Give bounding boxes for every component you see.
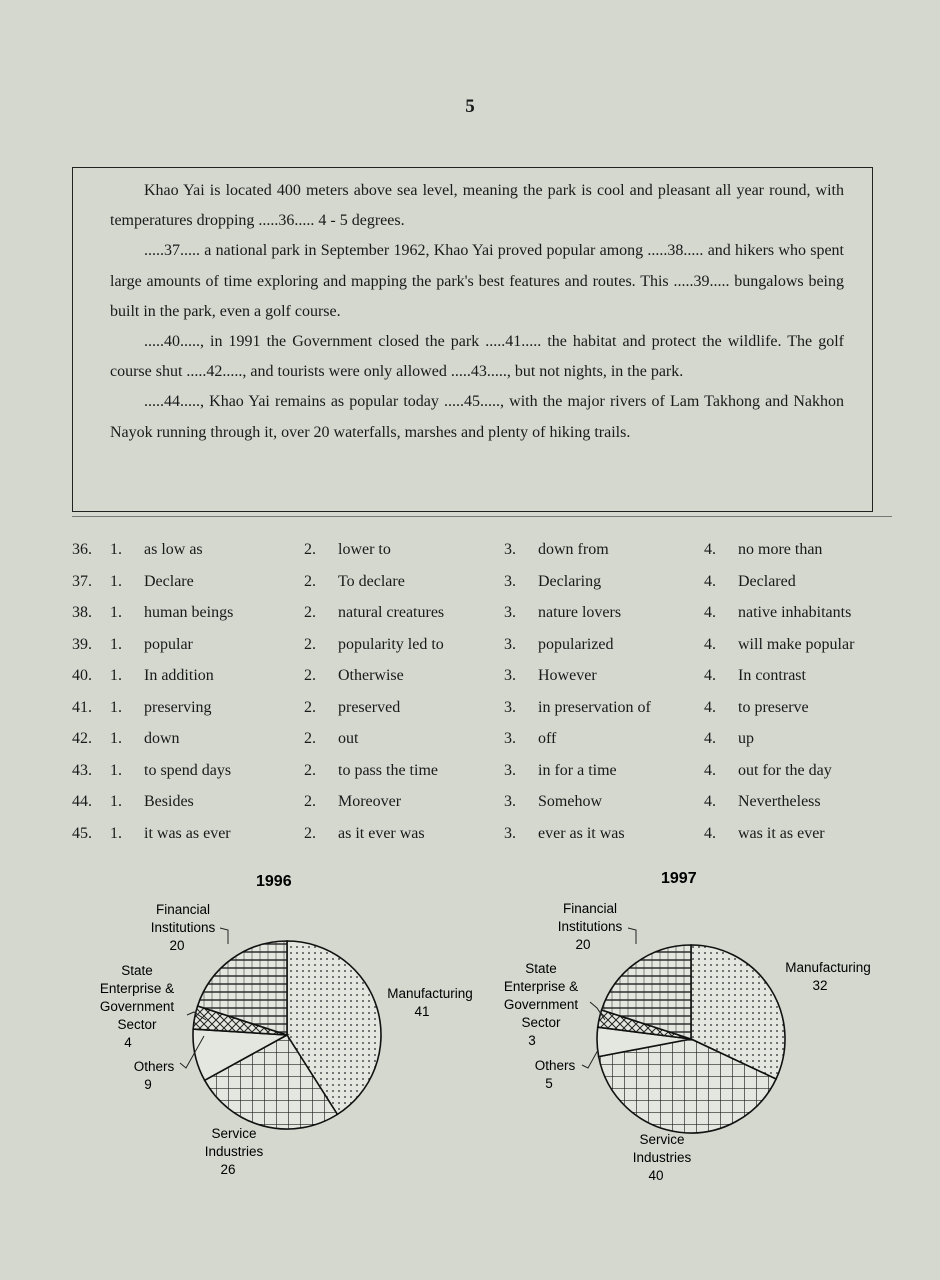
option-number: 1. <box>110 761 122 779</box>
option-text: to spend days <box>144 761 232 779</box>
label-service-1996 <box>205 1126 264 1177</box>
pie-charts-svg <box>0 860 940 1190</box>
label-manufacturing-1997 <box>785 960 871 993</box>
question-number: 45. <box>72 824 92 842</box>
answer-option[interactable] <box>304 762 438 780</box>
svg-text:9: 9 <box>144 1077 152 1092</box>
option-text: out for the day <box>738 761 832 779</box>
option-number: 2. <box>304 541 316 558</box>
option-text: to pass the time <box>338 761 438 779</box>
svg-text:5: 5 <box>545 1076 553 1091</box>
option-number: 1. <box>110 793 122 810</box>
answer-option[interactable] <box>704 793 821 811</box>
svg-text:Enterprise &: Enterprise & <box>99 981 175 996</box>
answer-option[interactable] <box>110 699 212 717</box>
answer-option[interactable] <box>504 667 597 685</box>
question-number: 44. <box>72 793 92 810</box>
option-number: 1. <box>110 604 122 621</box>
svg-text:Manufacturing: Manufacturing <box>387 986 473 1001</box>
option-text: ever as it was <box>538 824 625 842</box>
svg-text:Financial: Financial <box>562 901 618 916</box>
option-text: Declaring <box>538 572 602 590</box>
option-number: 1. <box>110 572 122 590</box>
option-number: 3. <box>504 730 516 747</box>
label-others-1997 <box>535 1058 576 1091</box>
question-list <box>72 537 912 852</box>
question-row <box>72 726 912 758</box>
answer-option[interactable] <box>504 762 617 780</box>
question-number: 43. <box>72 761 92 779</box>
answer-option[interactable] <box>304 636 444 654</box>
option-text: as low as <box>144 541 203 558</box>
option-text: Moreover <box>338 793 402 810</box>
option-number: 4. <box>704 572 716 590</box>
option-text: lower to <box>338 541 391 558</box>
option-text: to preserve <box>738 698 809 716</box>
option-number: 2. <box>304 761 316 779</box>
svg-text:3: 3 <box>528 1033 536 1048</box>
svg-text:Sector: Sector <box>117 1017 157 1032</box>
passage-paragraph: .....37..... a national park in September 1962, Khao Yai proved popular among .....38..... and hikers who spent large amounts of time exploring and mapping the park's best features and routes. This .....39..... bungalows being built in the park, even a golf course. <box>110 242 844 320</box>
page-number: 5 <box>465 96 475 117</box>
question-number: 41. <box>72 698 92 716</box>
passage-paragraph: .....44....., Khao Yai remains as popular today .....45....., with the major rivers of Lam Takhong and Nakhon Nayok running through it, over 20 waterfalls, marshes and plenty of hiking trails. <box>110 393 844 441</box>
answer-option[interactable] <box>704 573 796 591</box>
svg-text:41: 41 <box>414 1004 430 1019</box>
svg-text:Industries: Industries <box>204 1144 264 1159</box>
answer-option[interactable] <box>504 730 556 748</box>
answer-option[interactable] <box>704 667 806 685</box>
option-number: 2. <box>304 572 316 590</box>
answer-option[interactable] <box>110 730 180 748</box>
answer-option[interactable] <box>304 699 400 717</box>
option-number: 2. <box>304 824 316 842</box>
option-text: Nevertheless <box>738 793 821 810</box>
answer-option[interactable] <box>110 573 194 591</box>
section-divider <box>72 516 892 517</box>
option-number: 1. <box>110 730 122 747</box>
question-row <box>72 758 912 790</box>
option-text: in for a time <box>538 761 617 779</box>
svg-text:Sector: Sector <box>521 1015 561 1030</box>
answer-option[interactable] <box>110 636 193 654</box>
chart-title-1996: 1996 <box>256 873 292 890</box>
answer-option[interactable] <box>504 636 614 654</box>
option-number: 2. <box>304 730 316 747</box>
option-text: in preservation of <box>538 698 651 716</box>
option-number: 3. <box>504 635 516 653</box>
option-number: 4. <box>704 698 716 716</box>
option-number: 1. <box>110 635 122 653</box>
option-text: no more than <box>738 541 823 558</box>
svg-text:20: 20 <box>169 938 185 953</box>
answer-option[interactable] <box>504 604 621 622</box>
question-number: 39. <box>72 635 92 653</box>
option-text: natural creatures <box>338 604 445 621</box>
question-row <box>72 789 912 821</box>
question-row <box>72 569 912 601</box>
option-text: as it ever was <box>338 824 425 842</box>
answer-option[interactable] <box>110 667 214 685</box>
svg-text:State: State <box>121 963 153 978</box>
answer-option[interactable] <box>304 573 405 591</box>
option-text: Declare <box>144 572 194 590</box>
option-number: 1. <box>110 824 122 842</box>
pie-1997 <box>597 945 785 1133</box>
option-text: In addition <box>144 667 214 684</box>
svg-text:Financial: Financial <box>155 902 211 917</box>
option-number: 2. <box>304 793 316 810</box>
svg-text:20: 20 <box>575 937 591 952</box>
svg-text:Others: Others <box>133 1059 175 1074</box>
option-text: nature lovers <box>538 604 622 621</box>
option-number: 1. <box>110 667 122 684</box>
option-text: out <box>338 730 359 747</box>
option-text: popular <box>144 635 193 653</box>
answer-option[interactable] <box>704 762 832 780</box>
option-text: will make popular <box>738 635 855 653</box>
answer-option[interactable] <box>110 762 231 780</box>
svg-text:Enterprise &: Enterprise & <box>503 979 579 994</box>
pie-1996 <box>193 941 381 1129</box>
option-number: 2. <box>304 667 316 684</box>
option-number: 4. <box>704 667 716 684</box>
label-financial-1996 <box>151 902 216 953</box>
question-number: 42. <box>72 730 92 747</box>
option-text: human beings <box>144 604 234 621</box>
option-text: Otherwise <box>338 667 404 684</box>
question-number: 38. <box>72 604 92 621</box>
answer-option[interactable] <box>304 604 444 622</box>
answer-option[interactable] <box>110 793 194 811</box>
option-number: 3. <box>504 793 516 810</box>
option-text: up <box>738 730 754 747</box>
svg-text:Institutions: Institutions <box>557 919 623 934</box>
option-text: preserving <box>144 698 212 716</box>
question-number: 40. <box>72 667 92 684</box>
reading-passage <box>72 167 873 512</box>
label-others-1996 <box>134 1059 175 1092</box>
svg-text:40: 40 <box>648 1168 664 1183</box>
option-text: However <box>538 667 597 684</box>
option-text: down from <box>538 541 609 558</box>
answer-option[interactable] <box>704 699 809 717</box>
option-text: was it as ever <box>738 824 825 842</box>
option-number: 4. <box>704 761 716 779</box>
svg-text:Industries: Industries <box>632 1150 692 1165</box>
option-number: 4. <box>704 730 716 747</box>
answer-option[interactable] <box>504 573 601 591</box>
option-text: In contrast <box>738 667 806 684</box>
option-number: 3. <box>504 604 516 621</box>
question-row <box>72 663 912 695</box>
svg-text:32: 32 <box>812 978 828 993</box>
svg-text:Service: Service <box>211 1126 257 1141</box>
label-state-1996 <box>100 963 175 1050</box>
answer-option[interactable] <box>504 825 625 843</box>
option-text: native inhabitants <box>738 604 852 621</box>
question-row <box>72 821 912 853</box>
svg-text:Service: Service <box>639 1132 685 1147</box>
question-row <box>72 632 912 664</box>
label-service-1997 <box>633 1132 692 1183</box>
answer-option[interactable] <box>704 730 754 748</box>
passage-paragraph: Khao Yai is located 400 meters above sea level, meaning the park is cool and pleasant all year round, with temperatures dropping .....36..... 4 - 5 degrees. <box>110 182 844 230</box>
question-number: 36. <box>72 541 92 558</box>
option-text: Declared <box>738 572 796 590</box>
option-text: To declare <box>338 572 405 590</box>
answer-option[interactable] <box>704 604 851 622</box>
option-number: 2. <box>304 698 316 716</box>
option-number: 4. <box>704 793 716 810</box>
question-row <box>72 695 912 727</box>
answer-option[interactable] <box>110 825 231 843</box>
option-number: 1. <box>110 541 122 558</box>
option-number: 4. <box>704 541 716 558</box>
svg-text:Institutions: Institutions <box>150 920 216 935</box>
option-number: 1. <box>110 698 122 716</box>
option-number: 2. <box>304 635 316 653</box>
option-number: 3. <box>504 698 516 716</box>
answer-option[interactable] <box>504 793 602 811</box>
option-number: 3. <box>504 541 516 558</box>
passage-paragraph: .....40....., in 1991 the Government closed the park .....41..... the habitat and protect the wildlife. The golf course shut .....42....., and tourists were only allowed .....43....., but not nights, in the park. <box>110 333 844 381</box>
svg-text:Government: Government <box>99 999 175 1014</box>
svg-text:Others: Others <box>534 1058 576 1073</box>
option-text: down <box>144 730 180 747</box>
svg-text:Manufacturing: Manufacturing <box>785 960 871 975</box>
option-text: popularized <box>538 635 614 653</box>
pie-charts <box>0 860 940 1183</box>
option-text: popularity led to <box>338 635 444 653</box>
label-financial-1997 <box>558 901 623 952</box>
option-number: 4. <box>704 824 716 842</box>
svg-text:Government: Government <box>503 997 579 1012</box>
answer-option[interactable] <box>304 730 358 748</box>
answer-option[interactable] <box>304 541 391 559</box>
option-text: off <box>538 730 557 747</box>
answer-option[interactable] <box>504 699 651 717</box>
question-number: 37. <box>72 572 92 590</box>
svg-text:26: 26 <box>220 1162 236 1177</box>
chart-title-1997: 1997 <box>661 870 697 887</box>
option-number: 3. <box>504 761 516 779</box>
option-text: it was as ever <box>144 824 231 842</box>
label-manufacturing-1996 <box>387 986 473 1019</box>
option-number: 2. <box>304 604 316 621</box>
answer-option[interactable] <box>110 604 233 622</box>
answer-option[interactable] <box>304 793 401 811</box>
answer-option[interactable] <box>704 636 854 654</box>
option-number: 4. <box>704 604 716 621</box>
answer-option[interactable] <box>504 541 609 559</box>
option-text: preserved <box>338 698 401 716</box>
question-row <box>72 600 912 632</box>
answer-option[interactable] <box>304 667 404 685</box>
option-text: Besides <box>144 793 194 810</box>
answer-option[interactable] <box>704 541 822 559</box>
label-state-1997 <box>504 961 579 1048</box>
answer-option[interactable] <box>304 825 425 843</box>
answer-option[interactable] <box>110 541 203 559</box>
option-number: 3. <box>504 824 516 842</box>
option-number: 4. <box>704 635 716 653</box>
option-number: 3. <box>504 667 516 684</box>
option-text: Somehow <box>538 793 602 810</box>
question-row <box>72 537 912 569</box>
option-number: 3. <box>504 572 516 590</box>
answer-option[interactable] <box>704 825 825 843</box>
svg-text:State: State <box>525 961 557 976</box>
svg-text:4: 4 <box>124 1035 132 1050</box>
